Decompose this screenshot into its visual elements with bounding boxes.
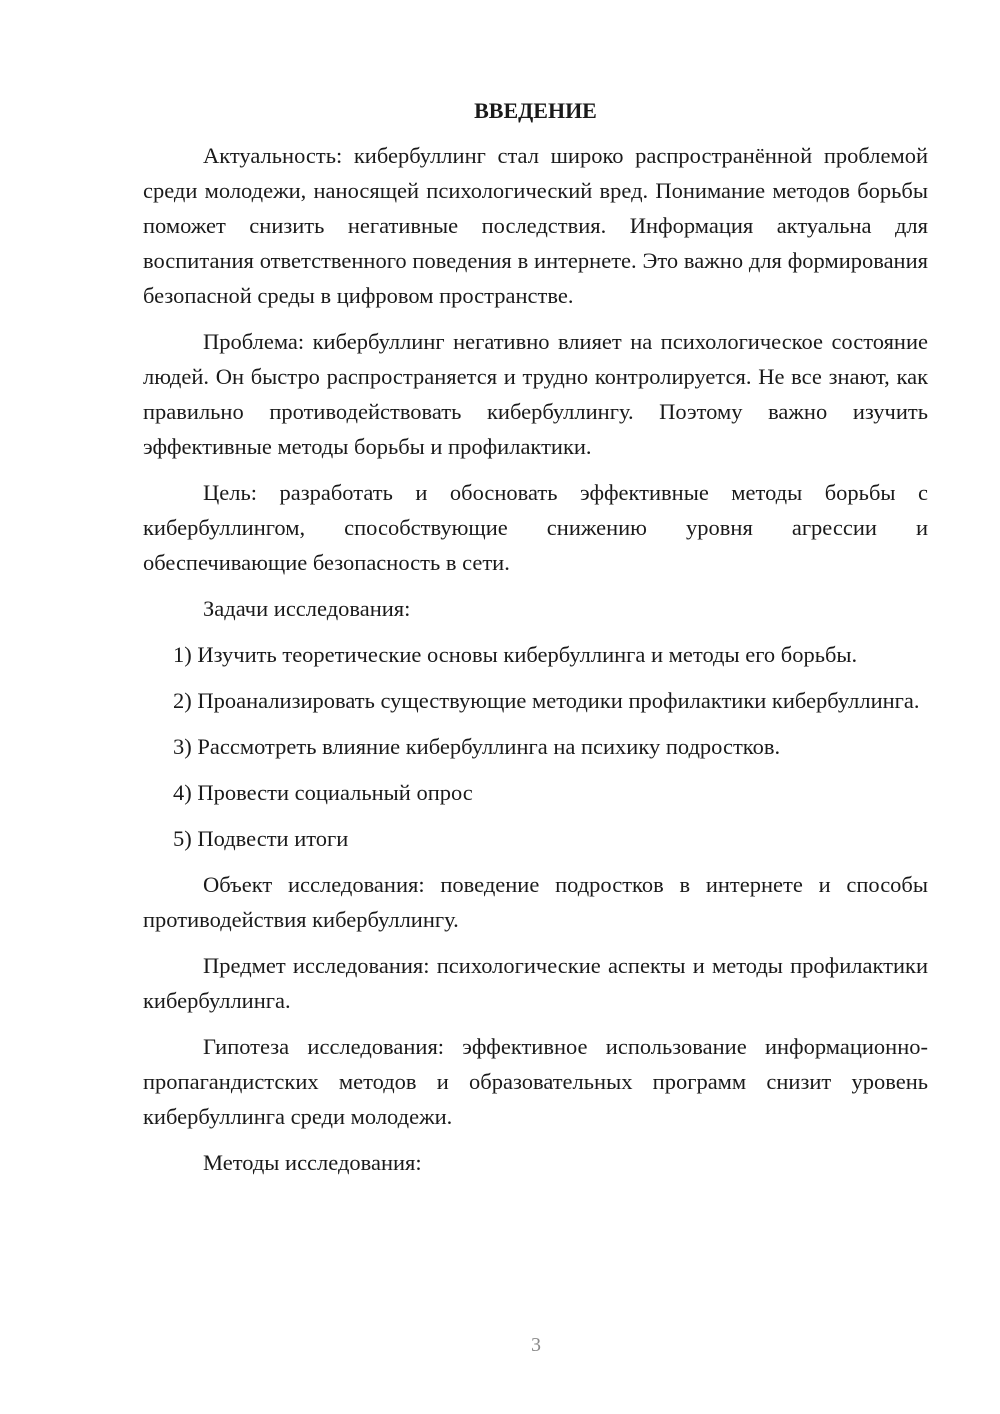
paragraph-goal: Цель: разработать и обосновать эффективные методы борьбы с кибербуллингом, способствующие снижению уровня агрессии и обеспечивающие безопасность в сети. bbox=[143, 480, 928, 575]
paragraph-relevance: Актуальность: кибербуллинг стал широко распространённой проблемой среди молодежи, наносящей психологический вред. Понимание методов борьбы поможет снизить негативные последствия. Информация актуальна для воспитания ответственного поведения в интернете. Это важно для формирования безопасной среды в цифровом пространстве. bbox=[143, 143, 928, 308]
paragraph-methods-heading: Методы исследования: bbox=[203, 1150, 422, 1175]
task-item-4: 4) Провести социальный опрос bbox=[173, 780, 473, 805]
page-content bbox=[143, 96, 928, 1191]
paragraph-hypothesis: Гипотеза исследования: эффективное использование информационно-пропагандистских методов и образовательных программ снизит уровень кибербуллинга среди молодежи. bbox=[143, 1034, 928, 1129]
section-title: ВВЕДЕНИЕ bbox=[474, 98, 597, 123]
paragraph-subject: Предмет исследования: психологические аспекты и методы профилактики кибербуллинга. bbox=[143, 953, 928, 1013]
page-number: 3 bbox=[531, 1334, 541, 1356]
paragraph-object: Объект исследования: поведение подростков в интернете и способы противодействия кибербуллингу. bbox=[143, 872, 928, 932]
task-item-2: 2) Проанализировать существующие методики профилактики кибербуллинга. bbox=[173, 688, 920, 713]
task-item-5: 5) Подвести итоги bbox=[173, 826, 349, 851]
paragraph-tasks-heading: Задачи исследования: bbox=[203, 596, 411, 621]
task-item-1: 1) Изучить теоретические основы кибербуллинга и методы его борьбы. bbox=[173, 642, 858, 667]
task-item-3: 3) Рассмотреть влияние кибербуллинга на психику подростков. bbox=[173, 734, 781, 759]
paragraph-problem: Проблема: кибербуллинг негативно влияет на психологическое состояние людей. Он быстро распространяется и трудно контролируется. Не все знают, как правильно противодействовать кибербуллингу. Поэтому важно изучить эффективные методы борьбы и профилактики. bbox=[143, 329, 928, 459]
